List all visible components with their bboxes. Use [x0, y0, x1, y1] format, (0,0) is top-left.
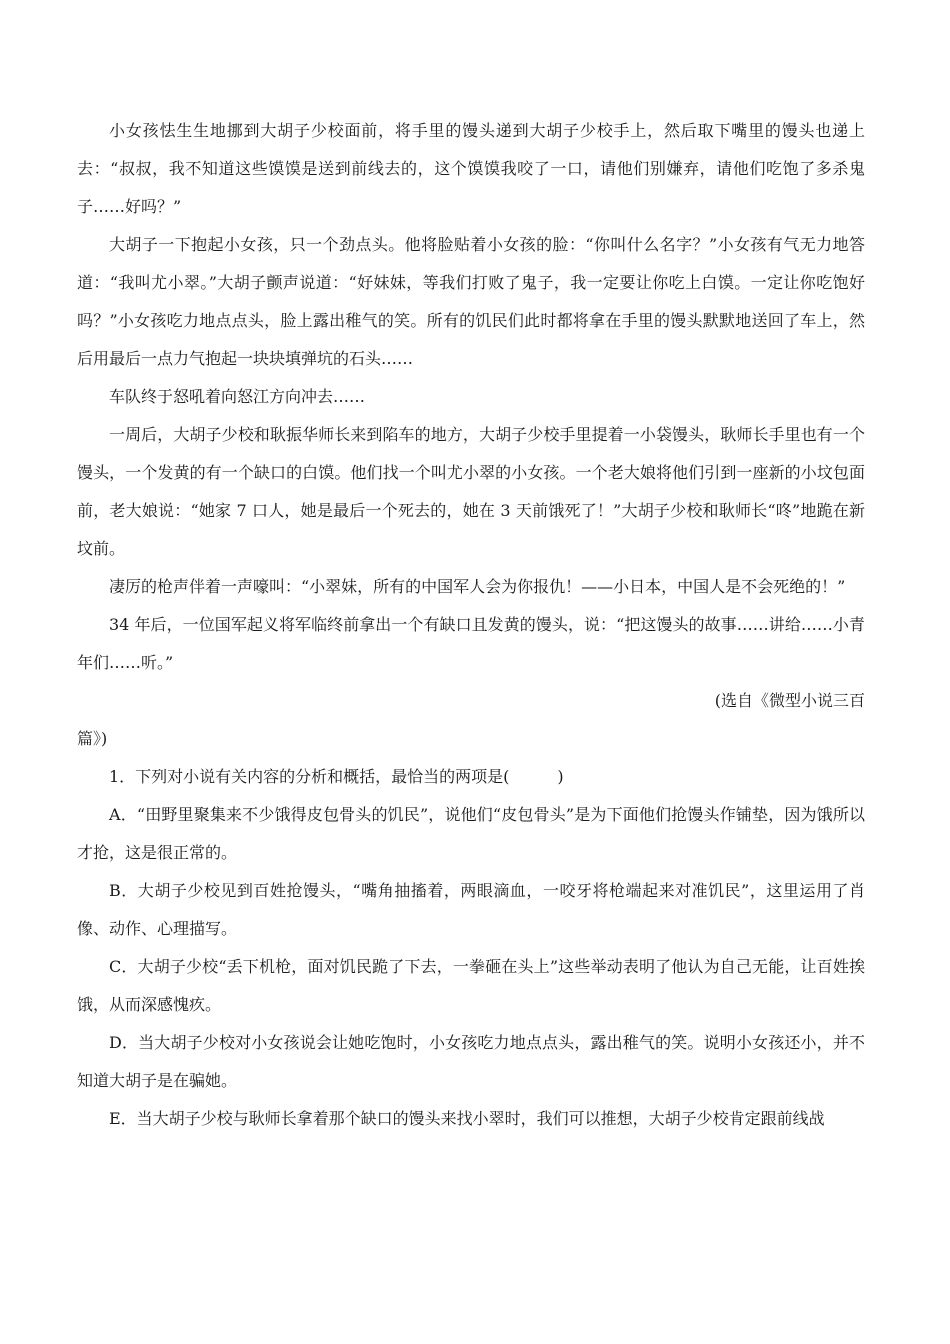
story-paragraph: 车队终于怒吼着向怒江方向冲去……	[109, 387, 366, 406]
story-paragraph: 一周后，大胡子少校和耿振华师长来到陷车的地方，大胡子少校手里提着一小袋馒头，耿师长手里也有一个馒头，一个发黄的有一个缺口的白馍。他们找一个叫尤小翠的小女孩。一个老大娘将他们引到一座新的小坟包面前，老大娘说：“她家 7 口人，她是最后一个死去的，她在 3 天前饿死了！”大胡子少校和耿师长“咚”地跪在新坟前。	[77, 425, 865, 558]
story-paragraph: 34 年后，一位国军起义将军临终前拿出一个有缺口且发黄的馒头，说：“把这馒头的故事……讲给……小青年们……听。”	[77, 615, 865, 672]
option-c: C．大胡子少校“丢下机枪，面对饥民跪了下去，一拳砸在头上”这些举动表明了他认为自己无能，让百姓挨饿，从而深感愧疚。	[77, 957, 865, 1014]
story-paragraph: 大胡子一下抱起小女孩，只一个劲点头。他将脸贴着小女孩的脸：“你叫什么名字？”小女孩有气无力地答道：“我叫尤小翠。”大胡子颤声说道：“好妹妹，等我们打败了鬼子，我一定要让你吃上白馍。一定让你吃饱好吗？”小女孩吃力地点点头，脸上露出稚气的笑。所有的饥民们此时都将拿在手里的馒头默默地送回了车上，然后用最后一点力气抱起一块块填弹坑的石头……	[77, 235, 865, 368]
question-stem: 1．下列对小说有关内容的分析和概括，最恰当的两项是( )	[109, 767, 564, 786]
story-paragraph: 小女孩怯生生地挪到大胡子少校面前，将手里的馒头递到大胡子少校手上，然后取下嘴里的馒头也递上去：“叔叔，我不知道这些馍馍是送到前线去的，这个馍馍我咬了一口，请他们别嫌弃，请他们吃饱了多杀鬼子……好吗？”	[77, 121, 865, 216]
source-citation: (选自《微型小说三百	[714, 691, 865, 710]
document-page	[77, 112, 865, 1138]
option-b: B．大胡子少校见到百姓抢馒头，“嘴角抽搐着，两眼滴血，一咬牙将枪端起来对准饥民”，这里运用了肖像、动作、心理描写。	[77, 881, 865, 938]
story-paragraph: 凄厉的枪声伴着一声嚎叫：“小翠妹，所有的中国军人会为你报仇！——小日本，中国人是不会死绝的！”	[109, 577, 846, 596]
source-citation-end: 篇》)	[77, 729, 108, 748]
option-e: E．当大胡子少校与耿师长拿着那个缺口的馒头来找小翠时，我们可以推想，大胡子少校肯定跟前线战	[109, 1109, 825, 1128]
option-a: A．“田野里聚集来不少饿得皮包骨头的饥民”，说他们“皮包骨头”是为下面他们抢馒头作铺垫，因为饿所以才抢，这是很正常的。	[77, 805, 865, 862]
option-d: D．当大胡子少校对小女孩说会让她吃饱时，小女孩吃力地点点头，露出稚气的笑。说明小女孩还小，并不知道大胡子是在骗她。	[77, 1033, 865, 1090]
